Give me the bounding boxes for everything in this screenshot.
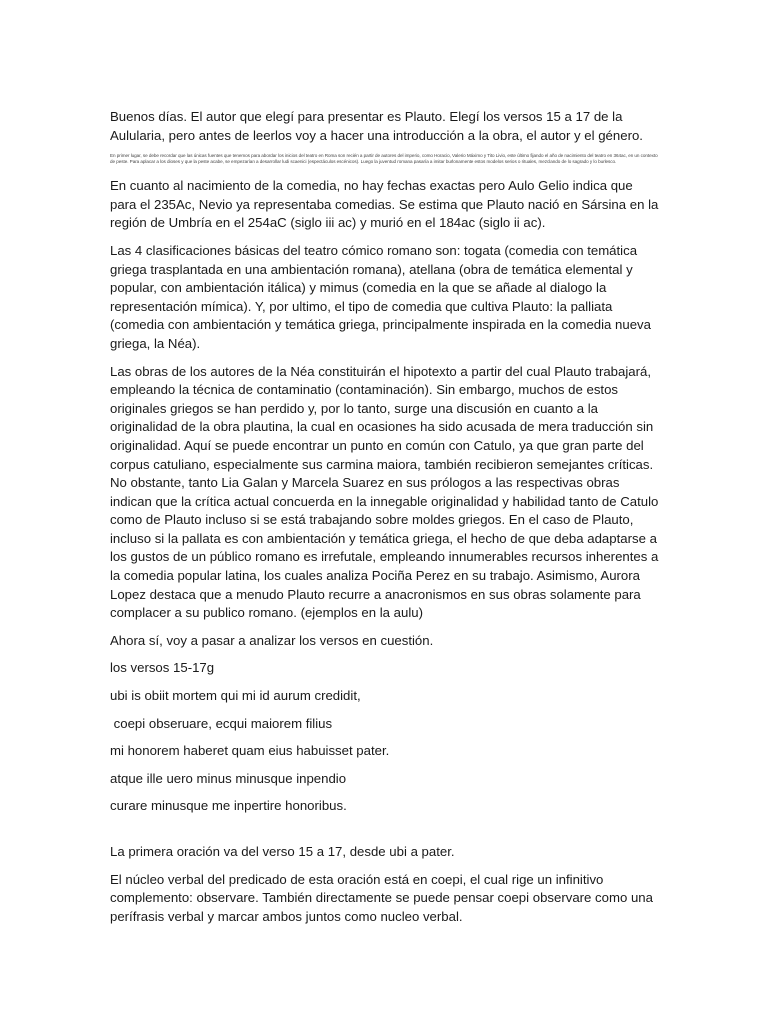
document-page xyxy=(110,108,660,935)
analysis-intro-paragraph: Ahora sí, voy a pasar a analizar los versos en cuestión. xyxy=(110,632,434,648)
intro-paragraph: Buenos días. El autor que elegí para presentar es Plauto. Elegí los versos 15 a 17 de la Aulularia, pero antes de leerlos voy a hacer una introducción a la obra, el autor y el género. xyxy=(110,109,643,143)
verbal-nucleus-paragraph: El núcleo verbal del predicado de esta oración está en coepi, el cual rige un infinitivo complemento: observare. También directamente se puede pensar coepi observare como una perífrasis verbal y marcar ambos juntos como nucleo verbal. xyxy=(110,871,653,924)
first-sentence-paragraph: La primera oración va del verso 15 a 17, desde ubi a pater. xyxy=(110,844,455,859)
comedy-origin-paragraph: En cuanto al nacimiento de la comedia, no hay fechas exactas pero Aulo Gelio indica que para el 235Ac, Nevio ya representaba comedias. Se estima que Plauto nació en Sársina en la región de Umbría en el 254aC (siglo iii ac) y murió en el 184ac (siglo ii ac). xyxy=(110,178,659,231)
verse-line: mi honorem haberet quam eius habuisset pater. xyxy=(110,743,390,759)
verse-line: coepi obseruare, ecqui maiorem filius xyxy=(110,715,333,731)
classification-paragraph: Las 4 clasificaciones básicas del teatro cómico romano son: togata (comedia con temática griega trasplantada en una ambientación romana), atellana (obra de temática elemental y popular, con ambientación itálica) y mimus (comedia en la que se añade al dialogo la representación mímica). Y, por ultimo, el tipo de comedia que cultiva Plauto: la palliata (comedia con ambientación y temática griega, principalmente inspirada en la comedia nueva griega, la Néa). xyxy=(110,242,651,351)
verse-line: curare minusque me inpertire honoribus. xyxy=(110,798,347,814)
nea-paragraph: Las obras de los autores de la Néa constituirán el hipotexto a partir del cual Plauto trabajará, empleando la técnica de contaminatio (contaminación). Sin embargo, muchos de estos originales griegos se han perdido y, por lo tanto, surge una discusión en cuanto a la originalidad de la obra plautina, la cual en ocasiones ha sido acusada de mera traducción sin originalidad. Aquí se puede encontrar un punto en común con Catulo, ya que gran parte del corpus catuliano, especialmente sus carmina maiora, también recibieron semejantes críticas. No obstante, tanto Lia Galan y Marcela Suarez en sus prólogos a las respectivas obras indican que la crítica actual concuerda en la innegable originalidad y habilidad tanto de Catulo como de Plauto incluso si se está trabajando sobre moldes griegos. En el caso de Plauto, incluso si la pallata es con ambientación y temática griega, el hecho de que deba adaptarse a los gustos de un público romano es irrefutale, empleando innumerables recursos inherentes a la comedia popular latina, los cuales analiza Pociña Perez en su trabajo. Asimismo, Aurora Lopez destaca que a menudo Plauto recurre a anacronismos en sus obras solamente para complacer a su publico romano. (ejemplos en la aulu) xyxy=(110,363,659,621)
verse-line: ubi is obiit mortem qui mi id aurum credidit, xyxy=(110,688,361,704)
footnote-paragraph: En primer lugar, se debe recordar que las únicas fuentes que tenemos para abordar los inicios del teatro en Roma son recién a partir de autores del imperio, como Horacio, Valerio Máximo y Tito Livio, este último fijando el año de nacimiento del teatro en 364ac, en un contexto de peste. Para aplacar a los dioses y que la peste acabe, se empezarían a desarrollar ludi scaenici (espectáculos escénicos). Luego la juventud romana pasaría a imitar burlonamente estos modelos serios o rituales, mezclando de lo sagrado y lo burlesco. xyxy=(110,153,658,165)
verses-heading: los versos 15-17g xyxy=(110,660,215,676)
verse-line: atque ille uero minus minusque inpendio xyxy=(110,770,347,786)
